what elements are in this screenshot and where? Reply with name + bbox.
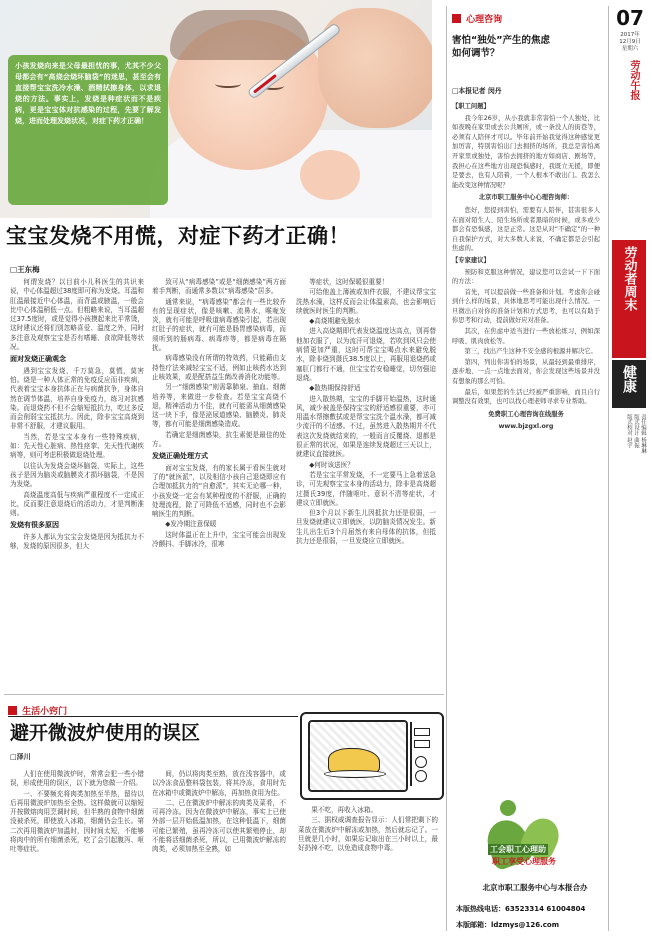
paragraph: 何谓发烧？以目前小儿科医生的共识来说，中心体温超过38度即可称为发烧。耳温和肛温最接近中心体温，而背温或腋温，一般会比中心体温稍低一点。但粗略来说，当耳温超过37.5度时，或是觉得小孩摸起来比平常烫，这时建议还将们别忽略喜爱、温度之外，同时多注意及观察宝宝是否有嗜睡、食欲降低等状况。 <box>10 278 144 352</box>
tips-section-header <box>8 700 298 717</box>
paragraph: 人们在使用微波炉时，常常会犯一些小错误，形成使用的误区，以下就为您做一介绍。 <box>10 770 144 788</box>
paragraph: 通常来说，“病毒感染”都会有一些比较乔有的呈现症状，像是咳嗽、流鼻水，喉咙发炎，就有可能是呼吸道病毒感染引起，若出现红肚子的症状，就有可能是肠胃感染病毒，而须听到的肠病毒、病毒疹等，都是病毒在隔扰。 <box>152 297 286 353</box>
subheading: 发烧有很多原因 <box>10 521 59 530</box>
paragraph: ◆高烧期避免脱水 <box>309 317 361 326</box>
psych-section-header <box>452 8 598 25</box>
paragraph: 最后，如果您的生活已经被严重影响，而且自行调整没有效果，也可以找心理老师寻求专业帮助。 <box>452 388 600 406</box>
subheading: 【专家建议】 <box>452 256 490 264</box>
paragraph: 等症状，这时保暖很重要！ <box>309 278 389 286</box>
paragraph: 若确定是细菌感染，抗生素便是最佳的处方。 <box>152 430 286 449</box>
paragraph: 进入散热期，宝宝的手脚开始温热，这时通风，减少被盖是保持宝宝的舒适感很重要，亦可用温水帮擦敷拭或是帮宝宝洗个温水澡，都可减少流汗的不适感。不过，虽然进入散热期并不代表这次发烧就结束的，一般而言反覆烧、退都是很正常的状况，如果是连续发烧超过三天以上，就建议直接就医。 <box>296 394 436 459</box>
paragraph: 预防和克服这种情况，建议您可以尝试一下下面的方法： <box>452 268 600 286</box>
paragraph: 第三，找出产生这种不安全感的根源并解决它。 <box>464 348 597 356</box>
tips-col-1 <box>10 770 144 930</box>
paragraph: 这时体温正在上升中，宝宝可能会出现发冷颤抖、手脚冰冷，很寒 <box>152 530 286 549</box>
page-number: 07 <box>616 6 644 30</box>
paragraph: 可给他盖上薄被或加件衣服，不建议帮宝宝洗热水澡，这样反而会让体温素高，也会影响后续就医时医生的判断。 <box>296 288 436 315</box>
ad-slogan-line1: 工会职工心理助 <box>490 845 546 854</box>
section-banner <box>612 240 646 358</box>
subheading: 发烧正确处理方式 <box>152 452 208 461</box>
paragraph: 许多人都认为宝宝会发烧是因为抵抗力不够，发烧的原因很多，但大 <box>10 532 144 551</box>
intro-text: 小孩发烧向来是父母最担忧的事，尤其不少父母都会有“高烧会烧坏脑袋”的迷思，甚至会有直接帮宝宝洗冷水澡、酒精拭擦身体，以求退烧的方法。事实上，发烧是种症状而不是疾病，更是宝宝体对抗感染的过程，先要了解发烧，进而处理发烧状况，对症下药才正确！ <box>15 62 161 125</box>
paragraph: ◆散热期保持舒适 <box>309 384 361 393</box>
paragraph: ◆发冷期注意保暖 <box>165 520 217 529</box>
service-logo <box>470 800 580 880</box>
paragraph: 三、据权威调查报告显示：人们常把剩下的菜放在微波炉中解冻或加热，然后就忘记了。一旦就是几小时，如果忘记取出在三小时以上，最好扔掉不吃，以免造成食物中毒。 <box>298 816 438 853</box>
tips-author: □泽川 <box>10 753 31 761</box>
paragraph: 以往认为发烧会烧坏脑袋，实际上，这些孩子是因为脑炎或脑膜炎才损坏脑袋，不是因为发烧。 <box>10 461 144 489</box>
paragraph: ◆何时该送医？ <box>309 460 354 469</box>
paragraph: 面对宝宝发烧，有的家长属于看医生就对了的“就医派”，以及相信小孩自己退烧即应有合理加抵抗力的“自愈派”，其实无论哪一种，小孩发烧一定会有某种程度的不舒服，正确的处理流程，除了可降低不适感，同时也不会影响医生的判断。 <box>152 463 286 519</box>
paragraph: 致可从“病毒感染”或是“细菌感染”两方面着手判断，而通常多数以“病毒感染”居多。 <box>152 278 286 296</box>
paragraph: 您好，您提到害怕，需要有人陪伴，甚害很多人在面对陌生人、陌生场所或者黑暗的时候，或多或少都会有恐惧感，这是正常。这是从对“不确定”的一种自我保护方式，对大多数人来说，不确定都是会引起焦虑的。 <box>452 206 600 253</box>
paragraph: 果不吃，再收入冰箱。 <box>311 806 378 814</box>
ad-email: 本版邮箱：ldzmys@126.com <box>456 921 560 929</box>
ad-slogan-line2: 职工享受心理服务 <box>492 857 556 866</box>
section-topic-label: 健康 <box>621 365 637 393</box>
section-topic <box>612 360 646 408</box>
tips-section-label: 生活小窍门 <box>22 707 68 717</box>
paragraph: 高烧温度高低与疾病严重程度不一定成正比，反而要注意退烧后的活动力，才是判断准则。 <box>10 490 144 518</box>
paragraph: 第四，列出你害怕的场景，从最轻到最重排序，逐步地、一点一点地去面对，你会发现这些场景并没有想象的那么可怕。 <box>452 358 600 386</box>
paragraph: 首先，可以提前做一些准备和计划。考虑你会碰到什么样的场景，具体地思考可能出现什么情况。一旦微出自对你的准备计划和方式思考，也可以有助于你思考和行动，提前做好应对准备。 <box>452 288 600 325</box>
paragraph: 二、已在微波炉中解冻的肉类及菜肴，不可再冷冻。因为在微波炉中解冻，事实上已使外部一层开始低温加热，在这种低温下，细菌可能已繁殖，虽再冷冻可以使其繁殖停止，却不能将活细菌杀死，所以，已用微波炉解冻的肉类，必须加热至全熟，如 <box>152 798 286 854</box>
ad-hotline-number: 63523314 61004804 <box>505 905 586 913</box>
paper-masthead: 劳动午报 <box>628 60 639 100</box>
subheading: 【职工问题】 <box>452 103 490 110</box>
ad-hotline: 本版热线电话：63523314 61004804 <box>456 905 586 913</box>
paragraph: 我今年26岁，从小我就非常害怕一个人独处，比如夜晚在家里或去公共厕所，或一条没人的街巷等，必须有人陪伴才可以。毕年前开始我觉得这种感觉更加厉害，特别害怕出门去拥挤的场所，我总是害怕离开家里或独处，害怕去拥挤的地方如商店、剧场等，我担心在这些地方出现恐惧感时，我既立无援，即便是要去，也有人陪着，一个人根本不敢出门。我怎么能改变这种情况呢？ <box>452 114 600 189</box>
psych-title-line1: 害怕“独处”产生的焦虑 <box>452 35 550 46</box>
microwave-illustration <box>298 706 446 802</box>
article-author: □王东梅 <box>10 265 40 274</box>
intro-box <box>8 55 168 205</box>
article-col-2 <box>152 278 286 690</box>
ad-email-address: ldzmys@126.com <box>491 921 560 929</box>
psych-section-label: 心理咨询 <box>466 15 503 25</box>
psych-body <box>452 100 600 795</box>
org-line: www.bjzgxl.org <box>498 423 554 431</box>
tips-col-2 <box>152 770 286 930</box>
tips-col-3 <box>298 806 438 930</box>
subheading: 面对发烧正确观念 <box>10 355 66 364</box>
article-col-1 <box>10 278 144 690</box>
paragraph: 但3个月以下新生儿因抵抗力还是很弱，一旦发烧就建议立即就医，以防脑炎情况发生。新生儿出生后3个月届然有来自母体的抗体，但抵抗力还是很弱，一旦发烧应立即就医。 <box>296 509 436 546</box>
editor-credits: 责任编辑 杨琳琳 版式设计 曲振 版式校对 赵宇 <box>626 414 646 454</box>
article-col-3 <box>296 278 436 690</box>
paragraph: 遇到宝宝发烧，千万莫急，莫慌，莫害怕。烧是一种人体正常的免疫反应而非疾病，代表着宝宝本身抗体正在与病菌抗争，身体自然在调节体温，培养自身免疫力，练习对抗感染。而退烧药不但不会缩短抵抗力，吃过多反而会削弱宝宝抵抗力。因此，除非宝宝高烧到非常不舒服，才建议服用。 <box>10 366 144 431</box>
paragraph: 另一“细菌感染”则需靠肺泉、抽血、细菌培养等，来做进一步检查。若是宝宝高烧不退，精神活动力不佳，就有可能需从细菌感染这一块下手，像是泌尿道感染、脑膜炎、肺炎等，都有可能是细菌感染造成。 <box>152 383 286 429</box>
tips-title: 避开微波炉使用的误区 <box>10 722 201 744</box>
article-title: 宝宝发烧不用慌，对症下药才正确！ <box>6 224 350 248</box>
section-banner-label: 劳动者周末 <box>621 246 637 311</box>
paragraph: 当然，若是宝宝本身有一些特殊疾病，如：先天性心脏病、热性痉挛、先天性代谢疾病等，则可考虑积极做退烧处理。 <box>10 432 144 460</box>
ad-org: 北京市职工服务中心与本报合办 <box>482 883 588 892</box>
paragraph: 一、不要频充将肉类加热至半热，留待以后再用微波炉加热至全热。这样做就可以缩短开按微熔肉用烹调时间，但半熟的食物中细菌没被杀死，即使放入冰箱，细菌仍会生长。第二次再用微波炉加温时，因时间太短，不能够将肉中的所有细菌杀死，吃了会引起腹泻、呕吐等症状。 <box>10 789 144 854</box>
org-line: 免费职工心理咨询在线服务 <box>488 410 564 418</box>
paragraph: 其次，在焦虑中适当进行一些放松练习，例如深呼吸、肌肉放松等。 <box>452 328 600 345</box>
psych-title-line2: 如何调节？ <box>452 48 500 59</box>
paragraph: 进入高烧期即代表发烧温度达高点，别再替他加衣服了，以为流汗可退烧，若吹到风只会使病情更加严重，这时可帮宝宝喝点水来避免脱水，除非烧到摄氏38.5度以上，再服用退烧药或塞肛门都行不通，但宝宝若安稳睡觉，切勿强迫退烧。 <box>296 327 436 382</box>
hero-photo <box>0 0 432 218</box>
org-line: 北京市职工服务中心心理咨询师： <box>478 194 574 202</box>
psych-title <box>452 34 602 60</box>
page-date: 2017年 12月9日 星期六 <box>619 32 641 52</box>
paragraph: 间，仍以将肉类至熟，放在浅容器中，或以冷冻食品整料袋包装，将其冷冻，食用时先在冰箱中或微波炉中解冻，再加热食用为佳。 <box>152 770 286 797</box>
psych-author: □本报记者 闵丹 <box>452 87 502 95</box>
paragraph: 病毒感染没有所谓的特效药，只能藉由支持性疗法来减轻宝宝不适，例如止咳药水达到止咳效果，或是配搭益生菌改善消化功能等。 <box>152 354 286 381</box>
paragraph: 若是宝宝平常发烧，不一定要马上急着送急诊，可先观察宝宝本身的活动力，除非是高烧超过摄氏39度，伴随呕吐、意识不清等症状，才建议立即就医。 <box>296 470 436 507</box>
